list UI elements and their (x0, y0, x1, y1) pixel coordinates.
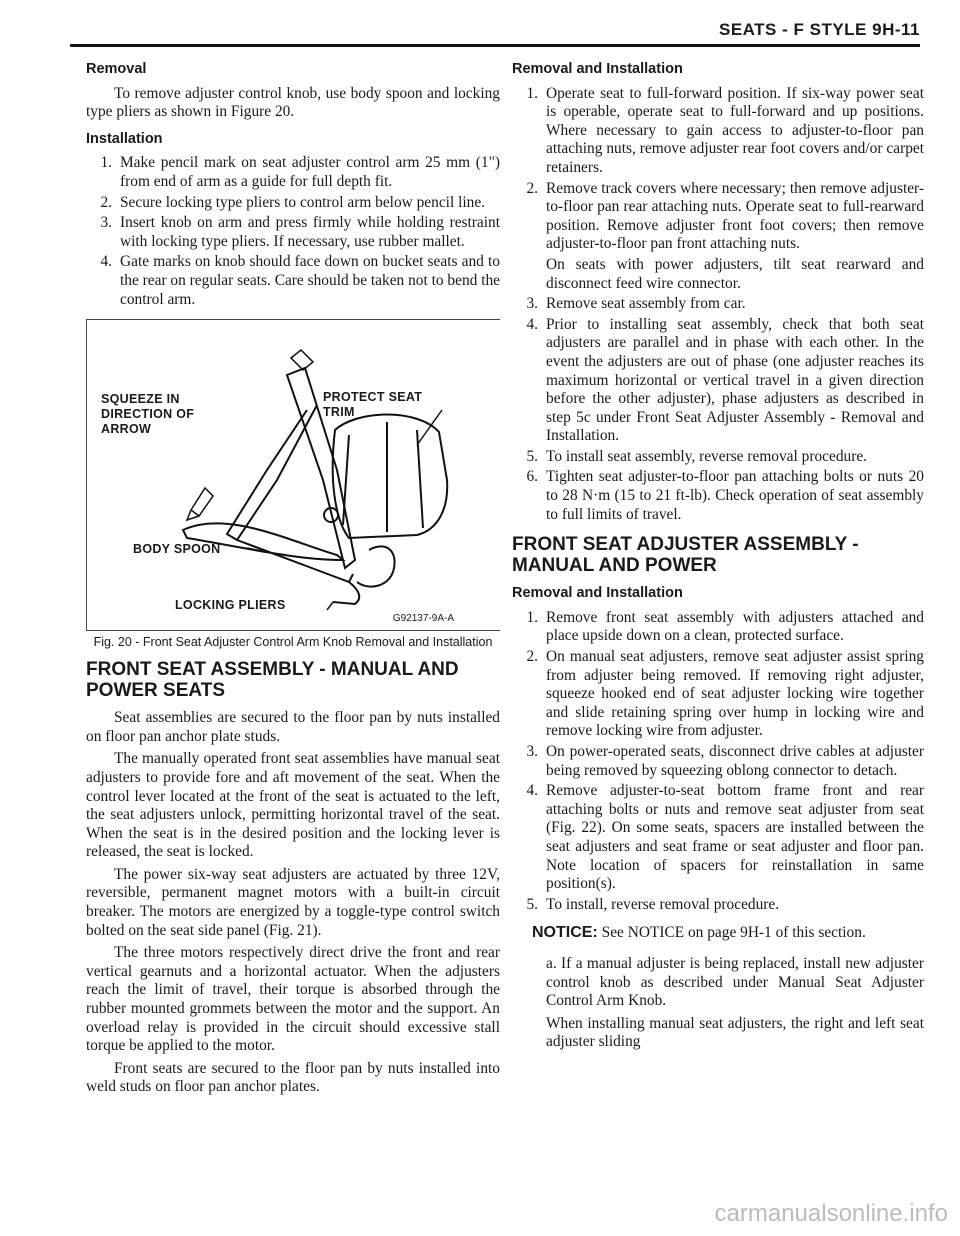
assembly-heading: FRONT SEAT ASSEMBLY - MANUAL AND POWER SEATS (86, 659, 459, 702)
removal-heading: Removal (86, 61, 147, 77)
figure-20 (86, 319, 500, 631)
assembly-paragraph: The power six-way seat adjusters are actuated by three 12V, reversible, permanent magnet motors with a built-in circuit breaker. The motors are energized by a toggle-type control switch bolted on the seat side panel (Fig. 21). (86, 865, 500, 939)
page-header (70, 14, 920, 47)
list-item: 4. Gate marks on knob should face down on bucket seats and to the rear on regular seats. Care should be taken not to bend the control arm. (100, 253, 500, 308)
watermark: carmanualsonline.info (714, 1200, 948, 1227)
pliers-illustration (87, 320, 500, 630)
list-item: On seats with power adjusters, tilt seat rearward and disconnect feed wire connector. (546, 255, 924, 292)
list-item: 5. To install, reverse removal procedure. (526, 895, 780, 913)
adjuster-steps (512, 609, 924, 915)
list-item: 2. On manual seat adjusters, remove seat adjuster assist spring from adjuster being removed. If removing right adjuster, squeeze hooked end of seat adjuster locking wire together and slide retaining spring over hump in locking wire and remove locking wire from adjuster. (526, 648, 924, 740)
removal-installation-heading: Removal and Installation (512, 61, 683, 77)
left-column (86, 60, 500, 1101)
page-title: SEATS - F STYLE 9H-11 (718, 20, 920, 39)
list-item: 5. To install seat assembly, reverse removal procedure. (526, 447, 868, 465)
list-item: 4. Prior to installing seat assembly, check that both seat adjusters are parallel and in phase with each other. In the event the adjusters are out of phase (one adjuster reaches its maximum horizontal or vertical travel in a given direction before the other adjuster), phase adjusters as described in step 5c under Front Seat Adjuster Assembly - Removal and Installation. (526, 315, 924, 445)
squeeze-arrow-icon (187, 488, 213, 520)
list-item: 1. Operate seat to full-forward position. If six-way power seat is operable, operate seat to full-forward and up positions. Where necessary to gain access to adjuster-to-floor pan attaching nuts, remove adjuster rear foot covers and/or carpet retainers. (526, 84, 924, 176)
sub-step-a: a. If a manual adjuster is being replaced, install new adjuster control knob as described under Manual Seat Adjuster Control Arm Knob. (546, 954, 924, 1010)
figure-id: G92137-9A-A (392, 612, 454, 624)
label-protect: PROTECT SEAT TRIM (323, 390, 423, 420)
label-body-spoon: BODY SPOON (133, 542, 221, 557)
seat-trim-shape (333, 415, 448, 539)
list-item: 4. Remove adjuster-to-seat bottom frame front and rear attaching bolts or nuts and remove seat adjuster from seat (Fig. 22). On some seats, spacers are installed between the seat adjusters and seat frame or seat adjuster and floor pan. Note location of spacers for reinstallation in same position(s). (526, 782, 924, 893)
removal-text: To remove adjuster control knob, use body spoon and locking type pliers as shown in Figure 20. (86, 84, 500, 121)
adjuster-heading: FRONT SEAT ADJUSTER ASSEMBLY - MANUAL AND POWER (512, 534, 859, 577)
notice (532, 924, 924, 943)
assembly-paragraph: The manually operated front seat assemblies have manual seat adjusters to provide fore and aft movement of the seat. When the control lever located at the front of the seat is actuated to the left, the seat adjusters unlock, permitting horizontal travel of the seat. When the seat is in the desired position and the locking lever is released, the seat is locked. (86, 750, 500, 861)
figure-caption: Fig. 20 - Front Seat Adjuster Control Arm Knob Removal and Installation (93, 635, 493, 650)
list-item: 3. On power-operated seats, disconnect drive cables at adjuster being removed by squeezing oblong connector to detach. (526, 743, 924, 779)
list-item: 1. Make pencil mark on seat adjuster control arm 25 mm (1") from end of arm as a guide for full depth fit. (100, 154, 500, 190)
label-squeeze: SQUEEZE IN DIRECTION OF ARROW (101, 392, 195, 437)
list-item: 1. Remove front seat assembly with adjusters attached and place upside down on a clean, protected surface. (526, 608, 924, 645)
installation-heading: Installation (86, 130, 163, 147)
assembly-paragraph: Seat assemblies are secured to the floor pan by nuts installed on floor pan anchor plate studs. (86, 709, 500, 745)
installation-steps (86, 154, 500, 309)
adjuster-subheading: Removal and Installation (512, 585, 683, 602)
list-item: 2. Secure locking type pliers to control arm below pencil line. (100, 193, 485, 211)
label-locking-pliers: LOCKING PLIERS (175, 598, 286, 613)
notice-text: See NOTICE on page 9H-1 of this section. (601, 924, 866, 942)
assembly-paragraph: Front seats are secured to the floor pan by nuts installed into weld studs on floor pan anchor plates. (86, 1059, 500, 1096)
list-item: 3. Remove seat assembly from car. (526, 295, 746, 313)
sub-step-a-continued: When installing manual seat adjusters, the right and left seat adjuster sliding (546, 1014, 924, 1051)
assembly-paragraph: The three motors respectively direct drive the front and rear vertical gearnuts and a horizontal actuator. When the adjusters reach the limit of travel, their torque is absorbed through the rubber mounted grommets between the motor and the support. An overload relay is provided in the circuit should excessive stall torque be applied to the motor. (86, 944, 500, 1055)
removal-installation-steps (512, 85, 924, 525)
list-item: 2. Remove track covers where necessary; then remove adjuster-to-floor pan rear attaching nuts. Operate seat to full-rearward position. Remove adjuster front foot covers; then remove adjuster-to-floor pan front attaching nuts. (526, 179, 924, 253)
list-item: 6. Tighten seat adjuster-to-floor pan attaching bolts or nuts 20 to 28 N·m (15 to 21 ft-lb). Check operation of seat assembly to full limits of travel. (526, 468, 924, 523)
list-item: 3. Insert knob on arm and press firmly while holding restraint with locking type pliers. If necessary, use rubber mallet. (100, 214, 500, 250)
right-column (512, 60, 924, 1056)
notice-lead: NOTICE: (532, 924, 598, 942)
